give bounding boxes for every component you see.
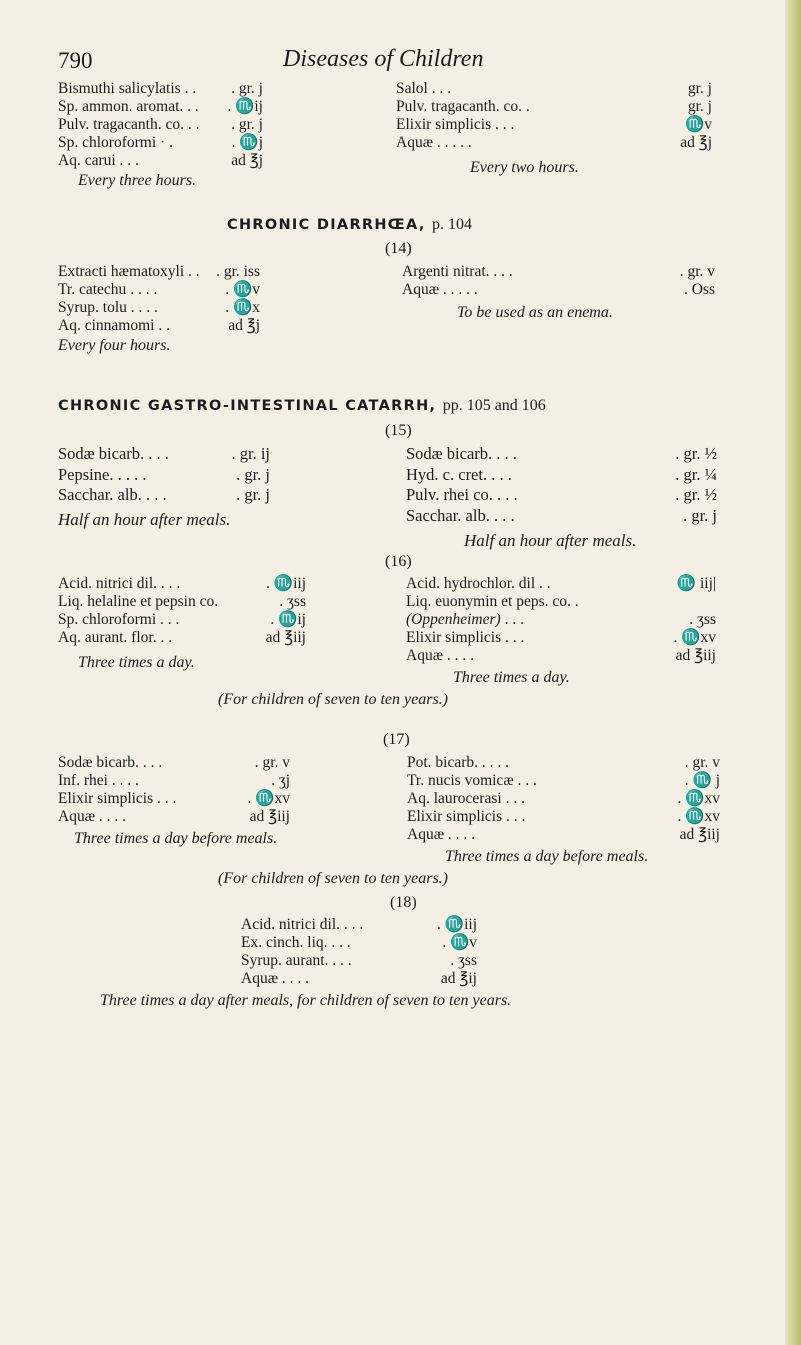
leader-dots: . . . . bbox=[446, 647, 475, 664]
rx-18 bbox=[241, 916, 477, 988]
drug-name: Salol bbox=[396, 80, 428, 97]
drug-quantity: . ♏xv bbox=[677, 808, 720, 825]
leader-dots: · . bbox=[160, 134, 173, 151]
prescription-number: (18) bbox=[390, 894, 417, 911]
leader-dots: . . . . bbox=[130, 281, 158, 298]
dosage-note: Every three hours. bbox=[78, 172, 197, 189]
drug-quantity: . gr. ¼ bbox=[675, 464, 717, 484]
section-heading bbox=[227, 216, 472, 234]
leader-dots: . . . bbox=[157, 790, 177, 807]
drug-name: Sp. chloroformi bbox=[58, 611, 157, 628]
dosage-note: Every four hours. bbox=[58, 337, 171, 354]
drug-name: Sodæ bicarb. bbox=[58, 754, 139, 771]
rx-line bbox=[406, 611, 716, 629]
rx-line bbox=[406, 465, 717, 486]
rx-line bbox=[241, 934, 477, 952]
drug-name: Liq. helaline et pepsin co. bbox=[58, 593, 219, 610]
drug-quantity: . ♏v bbox=[225, 281, 260, 298]
dosage-note: Every two hours. bbox=[470, 159, 579, 176]
leader-dots: . . . . bbox=[111, 772, 139, 789]
rx-line bbox=[396, 116, 712, 134]
leader-dots: . . . bbox=[142, 754, 163, 771]
age-footnote: (For children of seven to ten years.) bbox=[218, 870, 449, 887]
drug-quantity: . ♏xv bbox=[677, 790, 720, 807]
page-edge bbox=[785, 0, 801, 1345]
leader-dots: . . bbox=[539, 575, 551, 592]
rx-line bbox=[58, 116, 263, 134]
drug-name: Elixir simplicis bbox=[407, 808, 503, 825]
rx-line bbox=[58, 299, 260, 317]
drug-quantity: . gr. j bbox=[231, 116, 263, 133]
drug-quantity: . ʒss bbox=[279, 593, 306, 610]
rx-15-right bbox=[406, 444, 717, 526]
age-footnote: (For children of seven to ten years.) bbox=[218, 691, 449, 708]
rx-line bbox=[406, 629, 716, 647]
leader-dots: . . . bbox=[517, 772, 537, 789]
drug-quantity: . ♏ij bbox=[227, 98, 263, 115]
rx-line bbox=[58, 629, 306, 647]
leader-dots: . . . . . bbox=[436, 134, 472, 151]
rx-bismuthi bbox=[58, 80, 263, 170]
rx-line bbox=[406, 485, 717, 506]
drug-name: Sacchar. alb. bbox=[58, 485, 142, 504]
drug-name: Extracti hæmatoxyli bbox=[58, 263, 185, 280]
page-title: Diseases of Children bbox=[283, 46, 484, 72]
leader-dots: . . . . bbox=[447, 826, 476, 843]
prescription-number: (16) bbox=[385, 553, 412, 570]
drug-quantity: ad ℥j bbox=[228, 317, 260, 334]
leader-dots: . bbox=[525, 98, 530, 115]
leader-dots: . . . . bbox=[117, 464, 147, 484]
leader-dots: . . . . bbox=[98, 808, 127, 825]
rx-salol bbox=[396, 80, 712, 152]
rx-line bbox=[58, 465, 270, 486]
drug-quantity: . ♏v bbox=[442, 934, 477, 951]
rx-line bbox=[241, 952, 477, 970]
leader-dots: . . . bbox=[160, 575, 181, 592]
drug-name: Elixir simplicis bbox=[58, 790, 154, 807]
rx-line bbox=[407, 754, 720, 772]
rx-line bbox=[58, 808, 290, 826]
rx-line bbox=[406, 444, 717, 465]
rx-line bbox=[406, 593, 716, 611]
rx-line bbox=[58, 485, 270, 506]
prescription-number: (15) bbox=[385, 422, 412, 439]
prescription-number: (17) bbox=[383, 731, 410, 748]
dosage-note: Half an hour after meals. bbox=[58, 510, 231, 529]
leader-dots: . . . bbox=[505, 629, 525, 646]
rx-line bbox=[58, 263, 260, 281]
drug-quantity: . ♏iij bbox=[266, 575, 306, 592]
prescription-number: (14) bbox=[385, 240, 412, 257]
leader-dots: . . . bbox=[495, 116, 515, 133]
drug-quantity: . ♏x bbox=[225, 299, 260, 316]
drug-quantity: . gr. j bbox=[236, 485, 270, 504]
drug-quantity: . gr. j bbox=[231, 80, 263, 97]
drug-name: Acid. nitrici dil. bbox=[241, 916, 341, 933]
drug-quantity: gr. j bbox=[687, 80, 712, 97]
drug-name: Aquæ bbox=[407, 826, 445, 843]
leader-dots: . . . bbox=[504, 611, 524, 628]
rx-line bbox=[58, 790, 290, 808]
dosage-note: To be used as an enema. bbox=[457, 304, 613, 321]
drug-name: Aq. aurant. flor. bbox=[58, 629, 157, 646]
drug-quantity: ad ℥j bbox=[680, 134, 712, 151]
leader-dots: . . . bbox=[431, 80, 452, 97]
leader-dots: . . . bbox=[493, 263, 513, 280]
drug-quantity: . gr. v bbox=[679, 263, 715, 280]
drug-quantity: ad ℥iij bbox=[265, 629, 306, 646]
leader-dots: . bbox=[574, 593, 579, 610]
drug-name: (Oppenheimer) bbox=[406, 611, 501, 628]
drug-name: Argenti nitrat. bbox=[402, 263, 490, 280]
dosage-note: Three times a day. bbox=[453, 669, 570, 686]
dosage-note: Half an hour after meals. bbox=[464, 531, 637, 550]
drug-name: Elixir simplicis bbox=[406, 629, 502, 646]
rx-line bbox=[407, 772, 720, 790]
rx-line bbox=[396, 98, 712, 116]
drug-name: Sp. chloroformi bbox=[58, 134, 157, 151]
drug-name: Aq. cinnamomi bbox=[58, 317, 155, 334]
drug-name: Sodæ bicarb. bbox=[406, 444, 493, 463]
drug-name: Sp. ammon. aromat. bbox=[58, 98, 184, 115]
leader-dots: . . . bbox=[506, 808, 526, 825]
drug-quantity: . ʒss bbox=[450, 952, 477, 969]
dosage-note: Three times a day. bbox=[78, 654, 195, 671]
drug-name: Aq. laurocerasi bbox=[407, 790, 502, 807]
rx-line bbox=[58, 444, 270, 465]
drug-quantity: . gr. ½ bbox=[675, 485, 717, 504]
leader-dots: . . . bbox=[496, 444, 517, 463]
leader-dots: . . . bbox=[491, 464, 512, 484]
leader-dots: . . . bbox=[148, 444, 169, 463]
drug-name: Pulv. tragacanth. co. bbox=[396, 98, 522, 115]
drug-name: Pot. bicarb. bbox=[407, 754, 479, 771]
drug-quantity: . ʒss bbox=[689, 611, 716, 628]
drug-name: Elixir simplicis bbox=[396, 116, 492, 133]
drug-name: Aquæ bbox=[58, 808, 96, 825]
drug-quantity: ad ℥j bbox=[231, 152, 263, 169]
drug-name: Acid. nitrici dil. bbox=[58, 575, 158, 592]
dosage-note: Three times a day after meals, for children of seven to ten years. bbox=[100, 992, 512, 1009]
drug-quantity: . gr. ij bbox=[231, 444, 270, 463]
leader-dots: . . . . bbox=[481, 754, 510, 771]
leader-dots: . . . bbox=[493, 505, 515, 525]
rx-line bbox=[58, 80, 263, 98]
drug-name: Pulv. tragacanth. co. bbox=[58, 116, 184, 133]
drug-name: Aquæ bbox=[406, 647, 444, 664]
leader-dots: . . bbox=[187, 98, 199, 115]
rx-line bbox=[58, 281, 260, 299]
leader-dots: . . . bbox=[505, 790, 525, 807]
leader-dots: . . bbox=[158, 317, 170, 334]
rx-17-right bbox=[407, 754, 720, 844]
drug-quantity: . gr. j bbox=[236, 464, 270, 484]
rx-line bbox=[58, 134, 263, 152]
drug-quantity: ♏ iij| bbox=[676, 575, 716, 592]
rx-line bbox=[58, 593, 306, 611]
drug-quantity: . ♏iij bbox=[437, 916, 477, 933]
leader-dots: . . . bbox=[119, 152, 139, 169]
heading-text: CHRONIC GASTRO-INTESTINAL CATARRH, bbox=[58, 398, 437, 414]
rx-line bbox=[58, 317, 260, 335]
rx-16-right bbox=[406, 575, 716, 665]
rx-line bbox=[58, 754, 290, 772]
leader-dots: . . . bbox=[331, 934, 351, 951]
rx-16-left bbox=[58, 575, 306, 647]
leader-dots: . . . bbox=[343, 916, 364, 933]
rx-line bbox=[241, 916, 477, 934]
drug-name: Inf. rhei bbox=[58, 772, 108, 789]
rx-line bbox=[406, 506, 717, 527]
drug-name: Pulv. rhei co. bbox=[406, 485, 493, 504]
drug-name: Syrup. aurant. bbox=[241, 952, 329, 969]
drug-quantity: . ♏ij bbox=[270, 611, 306, 628]
leader-dots: . . bbox=[160, 629, 173, 646]
drug-quantity: . ♏xv bbox=[247, 790, 290, 807]
drug-quantity: gr. j bbox=[687, 98, 712, 115]
drug-name: Aq. carui bbox=[58, 152, 116, 169]
drug-name: Ex. cinch. liq. bbox=[241, 934, 328, 951]
rx-line bbox=[58, 611, 306, 629]
page-reference: pp. 105 and 106 bbox=[442, 397, 546, 414]
leader-dots: . . . bbox=[160, 611, 180, 628]
drug-name: Syrup. tolu bbox=[58, 299, 127, 316]
drug-quantity: ad ℥iij bbox=[675, 647, 716, 664]
drug-name: Aquæ bbox=[241, 970, 279, 987]
page-number: 790 bbox=[58, 48, 93, 73]
drug-quantity: . ʒj bbox=[271, 772, 290, 789]
drug-quantity: . gr. v bbox=[684, 754, 720, 771]
rx-line bbox=[407, 808, 720, 826]
drug-name: Pepsine. bbox=[58, 464, 114, 484]
rx-line bbox=[58, 575, 306, 593]
drug-quantity: . gr. v bbox=[254, 754, 290, 771]
drug-quantity: ad ℥iij bbox=[679, 826, 720, 843]
section-heading bbox=[58, 397, 546, 415]
rx-line bbox=[402, 263, 715, 281]
leader-dots: . . . . bbox=[281, 970, 310, 987]
rx-line bbox=[396, 80, 712, 98]
rx-line bbox=[58, 152, 263, 170]
drug-quantity: . ♏xv bbox=[673, 629, 716, 646]
drug-quantity: . ♏ j bbox=[684, 772, 720, 789]
drug-quantity: . Oss bbox=[683, 281, 715, 298]
leader-dots: . . . bbox=[497, 485, 518, 504]
drug-name: Tr. catechu bbox=[58, 281, 127, 298]
rx-17-left bbox=[58, 754, 290, 826]
rx-line bbox=[58, 98, 263, 116]
leader-dots: . . bbox=[184, 80, 197, 97]
leader-dots: . . . bbox=[332, 952, 352, 969]
leader-dots: . . . . . bbox=[442, 281, 478, 298]
rx-15-left bbox=[58, 444, 270, 506]
drug-name: Aquæ bbox=[402, 281, 440, 298]
drug-quantity: ♏v bbox=[684, 116, 712, 133]
rx-line bbox=[407, 790, 720, 808]
dosage-note: Three times a day before meals. bbox=[445, 848, 649, 865]
drug-quantity: . gr. iss bbox=[216, 263, 260, 280]
drug-quantity: ad ℥iij bbox=[249, 808, 290, 825]
leader-dots: . . bbox=[187, 116, 200, 133]
rx-line bbox=[406, 647, 716, 665]
page-reference: p. 104 bbox=[432, 216, 472, 233]
rx-line bbox=[407, 826, 720, 844]
drug-name: Liq. euonymin et peps. co. bbox=[406, 593, 571, 610]
drug-name: Sacchar. alb. bbox=[406, 505, 490, 525]
drug-name: Bismuthi salicylatis bbox=[58, 80, 181, 97]
drug-quantity: . gr. ½ bbox=[675, 444, 717, 463]
leader-dots: . . . bbox=[145, 485, 167, 504]
dosage-note: Three times a day before meals. bbox=[74, 830, 278, 847]
drug-quantity: . ♏j bbox=[231, 134, 263, 151]
leader-dots: . . . . bbox=[130, 299, 158, 316]
drug-quantity: ad ℥ij bbox=[440, 970, 477, 987]
rx-diarrhoea-right bbox=[402, 263, 715, 299]
rx-line bbox=[396, 134, 712, 152]
drug-name: Acid. hydrochlor. dil bbox=[406, 575, 536, 592]
rx-line bbox=[406, 575, 716, 593]
drug-name: Hyd. c. cret. bbox=[406, 464, 488, 484]
drug-name: Aquæ bbox=[396, 134, 434, 151]
drug-name: Tr. nucis vomicæ bbox=[407, 772, 514, 789]
rx-line bbox=[241, 970, 477, 988]
rx-diarrhoea-left bbox=[58, 263, 260, 335]
drug-quantity: . gr. j bbox=[683, 505, 717, 525]
rx-line bbox=[58, 772, 290, 790]
rx-line bbox=[402, 281, 715, 299]
heading-text: CHRONIC DIARRHŒA, bbox=[227, 217, 426, 233]
leader-dots: . . bbox=[188, 263, 200, 280]
drug-name: Sodæ bicarb. bbox=[58, 444, 145, 463]
